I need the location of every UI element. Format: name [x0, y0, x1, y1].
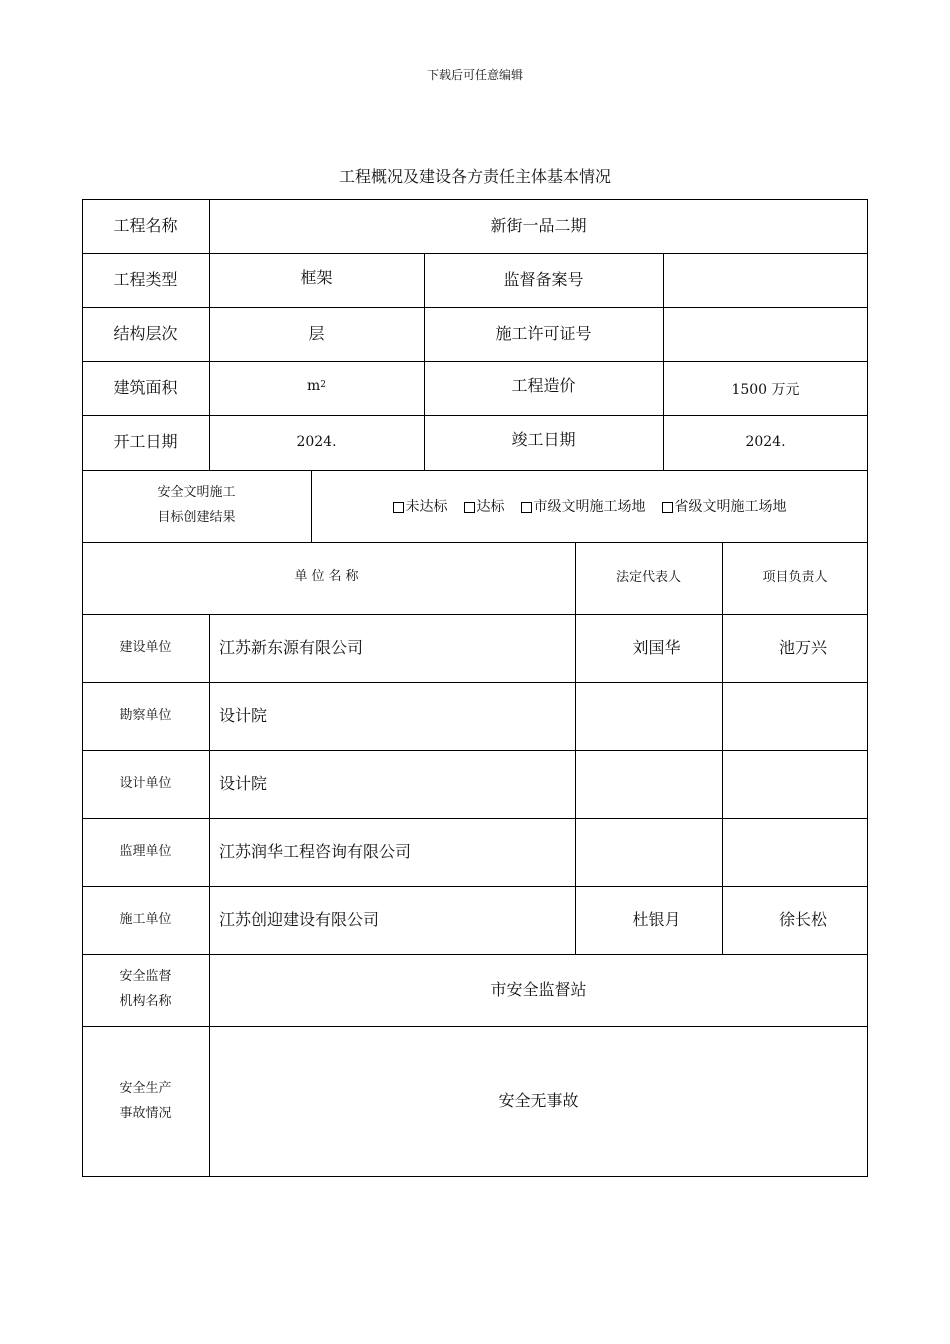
- area-unit: m: [306, 377, 321, 394]
- structure-value: 层: [308, 323, 325, 343]
- supervision-number-label: 监督备案号: [503, 269, 584, 289]
- unit-name: 设计院: [219, 705, 268, 725]
- accidents-label-line2: 事故情况: [119, 1105, 172, 1121]
- project-name-label: 工程名称: [113, 215, 178, 235]
- header-note: 下载后可任意编辑: [426, 68, 523, 82]
- supervision-org-label-line1: 安全监督: [119, 969, 172, 985]
- unit-legal-rep: [575, 682, 722, 750]
- unit-role: 施工单位: [119, 911, 172, 927]
- option-met[interactable]: 达标: [464, 494, 505, 521]
- unit-name: 江苏新东源有限公司: [219, 637, 364, 657]
- unit-project-lead: [722, 818, 868, 886]
- civilization-label: [82, 470, 311, 542]
- unit-project-lead: [722, 682, 868, 750]
- permit-number-label: 施工许可证号: [495, 323, 592, 343]
- permit-number-value: [663, 307, 868, 361]
- supervision-org-label: [82, 954, 209, 1026]
- project-name-value: 新街一品二期: [490, 215, 587, 235]
- unit-name: 江苏润华工程咨询有限公司: [219, 841, 412, 861]
- building-area-value: [209, 361, 424, 415]
- unit-name: 江苏创迎建设有限公司: [219, 909, 380, 929]
- unit-role: 建设单位: [119, 639, 172, 655]
- project-type-value: 框架: [300, 267, 333, 287]
- accidents-value: 安全无事故: [498, 1091, 579, 1111]
- legal-rep-header: 法定代表人: [615, 569, 681, 585]
- start-date-value: 2024.: [296, 434, 337, 451]
- unit-project-lead: 池万兴: [778, 637, 827, 657]
- option-city-level[interactable]: 市级文明施工场地: [521, 494, 646, 521]
- unit-role: 勘察单位: [119, 707, 172, 723]
- unit-legal-rep: [575, 818, 722, 886]
- completion-date-value: 2024.: [745, 434, 786, 451]
- checkbox-icon[interactable]: [393, 502, 404, 513]
- project-cost-value: 1500 万元: [731, 381, 800, 398]
- structure-label: 结构层次: [113, 323, 178, 343]
- start-date-label: 开工日期: [113, 432, 178, 452]
- unit-role: 设计单位: [119, 775, 172, 791]
- accidents-label-line1: 安全生产: [119, 1080, 172, 1096]
- unit-project-lead: 徐长松: [778, 909, 827, 929]
- project-lead-header: 项目负责人: [762, 569, 828, 585]
- unit-legal-rep: [575, 750, 722, 818]
- civilization-label-line2: 目标创建结果: [157, 510, 236, 525]
- unit-legal-rep: 杜银月: [632, 909, 681, 929]
- civilization-options: [311, 470, 868, 542]
- area-unit-exponent: 2: [320, 380, 326, 391]
- supervision-org-value: 市安全监督站: [490, 979, 587, 999]
- accidents-label: [82, 1026, 209, 1177]
- project-cost-label: 工程造价: [511, 375, 576, 395]
- supervision-number-value: [663, 253, 868, 307]
- civilization-label-line1: 安全文明施工: [157, 485, 236, 501]
- unit-role: 监理单位: [119, 843, 172, 859]
- project-type-label: 工程类型: [113, 269, 178, 289]
- building-area-label: 建筑面积: [113, 377, 178, 397]
- checkbox-icon[interactable]: [521, 502, 532, 513]
- option-province-level[interactable]: 省级文明施工场地: [662, 494, 787, 521]
- supervision-org-label-line2: 机构名称: [119, 994, 172, 1009]
- checkbox-icon[interactable]: [662, 502, 673, 513]
- unit-name: 设计院: [219, 773, 268, 793]
- unit-name-header: 单位名称: [294, 568, 363, 584]
- document-title: 工程概况及建设各方责任主体基本情况: [338, 167, 611, 186]
- checkbox-icon[interactable]: [464, 502, 475, 513]
- unit-legal-rep: 刘国华: [632, 637, 681, 657]
- option-not-met[interactable]: 未达标: [393, 494, 448, 521]
- completion-date-label: 竣工日期: [511, 430, 576, 450]
- unit-project-lead: [722, 750, 868, 818]
